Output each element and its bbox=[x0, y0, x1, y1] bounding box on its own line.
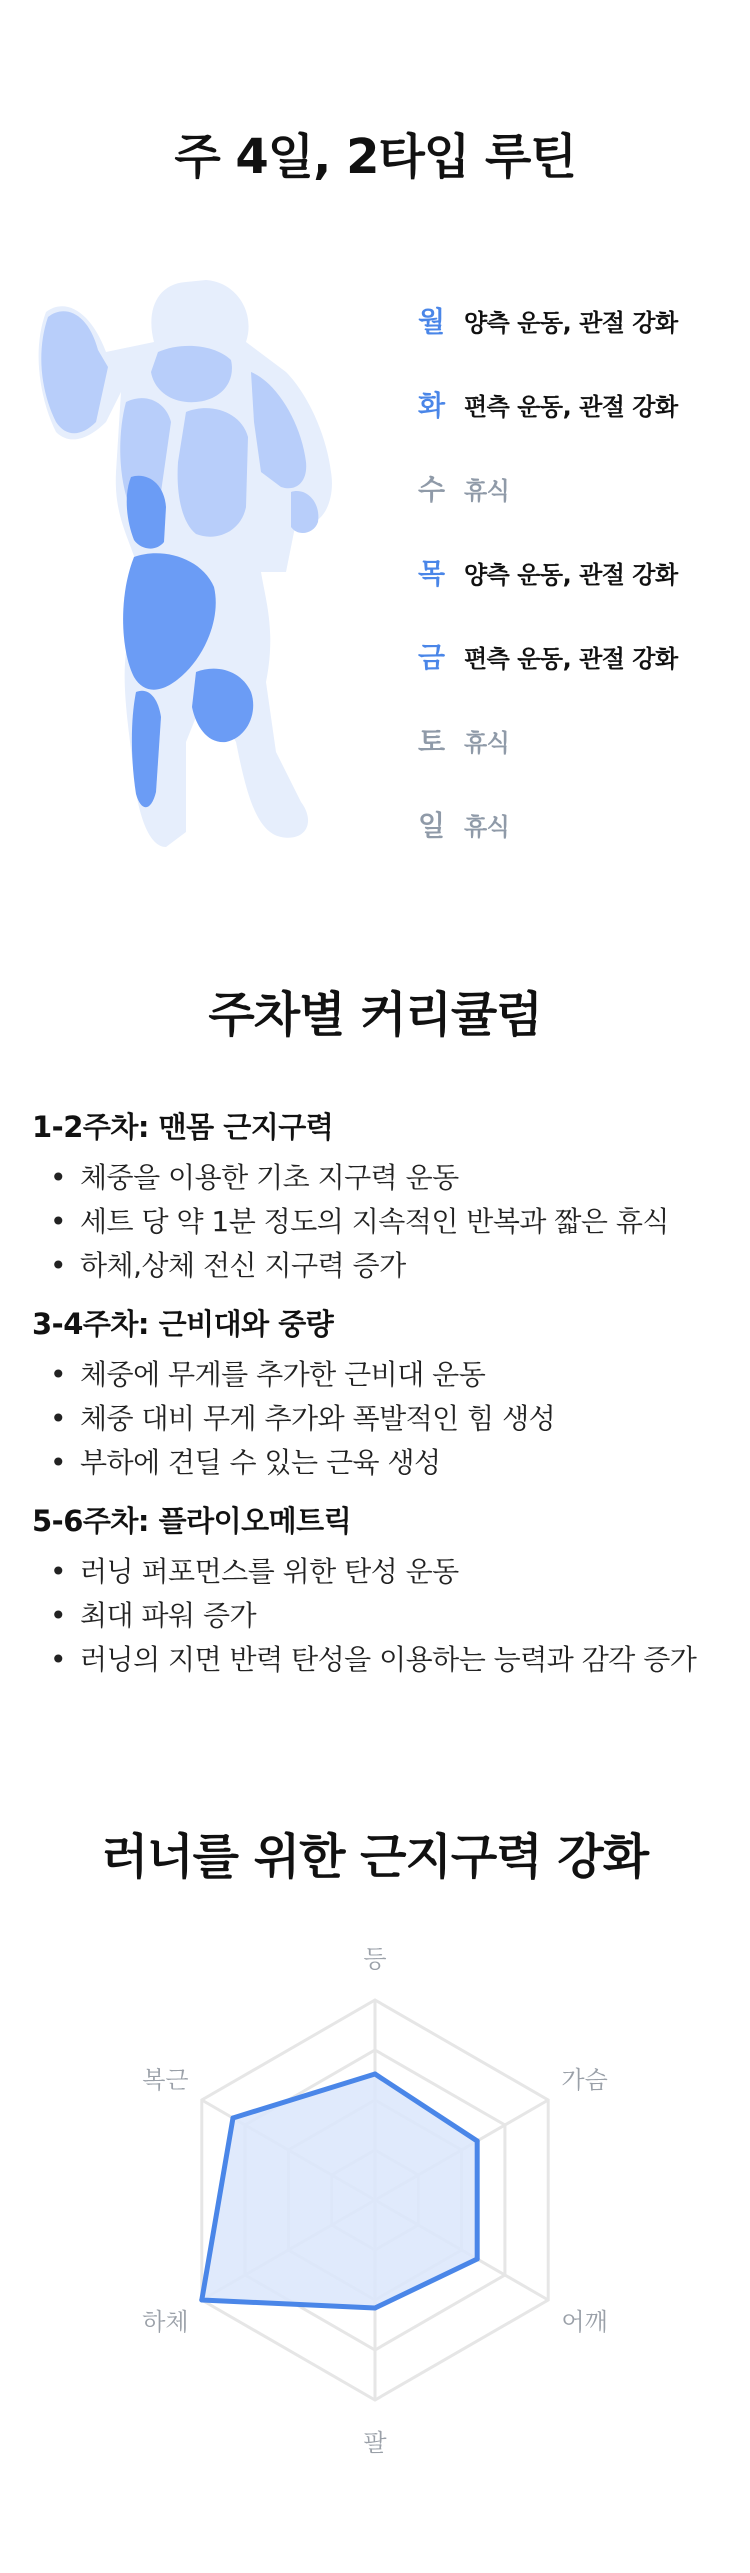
list-item bbox=[32, 1200, 732, 1244]
list-item bbox=[32, 1441, 732, 1485]
curriculum-title: 주차별 커리큘럼 bbox=[208, 987, 542, 1043]
radar-chart bbox=[0, 1900, 750, 2520]
day-description: 휴식 bbox=[464, 728, 510, 757]
radar-data-point bbox=[230, 2116, 235, 2121]
day-label: 토 bbox=[418, 725, 446, 758]
radar-data-point bbox=[475, 2257, 480, 2262]
bullet-icon: • bbox=[50, 1555, 67, 1588]
phase-block bbox=[32, 1105, 732, 1288]
schedule-row-sun bbox=[418, 782, 738, 866]
day-label: 월 bbox=[418, 305, 446, 338]
day-label: 목 bbox=[418, 557, 446, 590]
day-description: 편측 운동, 관절 강화 bbox=[464, 644, 678, 673]
bullet-icon: • bbox=[50, 1249, 67, 1282]
weekly-schedule bbox=[418, 278, 738, 866]
list-item-text: 러닝 퍼포먼스를 위한 탄성 운동 bbox=[80, 1555, 459, 1588]
phase-items bbox=[32, 1353, 732, 1485]
list-item-text: 체중을 이용한 기초 지구력 운동 bbox=[80, 1161, 459, 1194]
bullet-icon: • bbox=[50, 1446, 67, 1479]
radar-axis-label: 복근 bbox=[142, 2066, 189, 2094]
day-description: 양측 운동, 관절 강화 bbox=[464, 560, 678, 589]
radar-series-area bbox=[202, 2074, 477, 2308]
radar-data-point bbox=[475, 2139, 480, 2144]
list-item bbox=[32, 1397, 732, 1441]
list-item bbox=[32, 1353, 732, 1397]
day-label: 화 bbox=[418, 389, 446, 422]
phase-block bbox=[32, 1499, 732, 1682]
list-item bbox=[32, 1594, 732, 1638]
list-item-text: 체중에 무게를 추가한 근비대 운동 bbox=[80, 1358, 486, 1391]
radar-axis-label: 가슴 bbox=[561, 2066, 608, 2094]
radar-axis-label: 하체 bbox=[142, 2308, 189, 2336]
schedule-row-thu bbox=[418, 530, 738, 614]
bullet-icon: • bbox=[50, 1643, 67, 1676]
day-description: 휴식 bbox=[464, 476, 510, 505]
radar-data-point bbox=[373, 2306, 378, 2311]
phase-block bbox=[32, 1302, 732, 1485]
bullet-icon: • bbox=[50, 1358, 67, 1391]
schedule-row-sat bbox=[418, 698, 738, 782]
schedule-row-tue bbox=[418, 362, 738, 446]
list-item-text: 세트 당 약 1분 정도의 지속적인 반복과 짧은 휴식 bbox=[80, 1205, 669, 1238]
list-item-text: 최대 파워 증가 bbox=[80, 1599, 257, 1632]
schedule-row-wed bbox=[418, 446, 738, 530]
phase-items bbox=[32, 1550, 732, 1682]
day-label: 금 bbox=[418, 641, 446, 674]
list-item-text: 체중 대비 무게 추가와 폭발적인 힘 생성 bbox=[80, 1402, 556, 1435]
bullet-icon: • bbox=[50, 1599, 67, 1632]
schedule-row-mon bbox=[418, 278, 738, 362]
day-label: 일 bbox=[418, 809, 446, 842]
list-item bbox=[32, 1244, 732, 1288]
day-description: 휴식 bbox=[464, 812, 510, 841]
bullet-icon: • bbox=[50, 1161, 67, 1194]
list-item-text: 하체,상체 전신 지구력 증가 bbox=[80, 1249, 406, 1282]
phase-title: 3-4주차: 근비대와 중량 bbox=[32, 1307, 334, 1341]
list-item bbox=[32, 1550, 732, 1594]
curriculum-list bbox=[32, 1105, 732, 1696]
routine-title: 주 4일, 2타입 루틴 bbox=[174, 129, 576, 185]
radar-data-point bbox=[199, 2298, 204, 2303]
radar-axis-label: 등 bbox=[363, 1945, 387, 1973]
bullet-icon: • bbox=[50, 1402, 67, 1435]
radar-chart-title: 러너를 위한 근지구력 강화 bbox=[101, 1829, 649, 1885]
phase-items bbox=[32, 1156, 732, 1288]
day-description: 편측 운동, 관절 강화 bbox=[464, 392, 678, 421]
phase-title: 5-6주차: 플라이오메트릭 bbox=[32, 1504, 352, 1538]
list-item-text: 부하에 견딜 수 있는 근육 생성 bbox=[80, 1446, 441, 1479]
phase-title: 1-2주차: 맨몸 근지구력 bbox=[32, 1110, 334, 1144]
list-item bbox=[32, 1156, 732, 1200]
muscle-body-icon bbox=[36, 272, 371, 857]
list-item bbox=[32, 1638, 732, 1682]
list-item-text: 러닝의 지면 반력 탄성을 이용하는 능력과 감각 증가 bbox=[80, 1643, 697, 1676]
day-description: 양측 운동, 관절 강화 bbox=[464, 308, 678, 337]
schedule-row-fri bbox=[418, 614, 738, 698]
bullet-icon: • bbox=[50, 1205, 67, 1238]
day-label: 수 bbox=[418, 473, 446, 506]
radar-axis-label: 팔 bbox=[363, 2429, 387, 2457]
radar-data-point bbox=[373, 2072, 378, 2077]
radar-axis-label: 어깨 bbox=[561, 2308, 608, 2336]
